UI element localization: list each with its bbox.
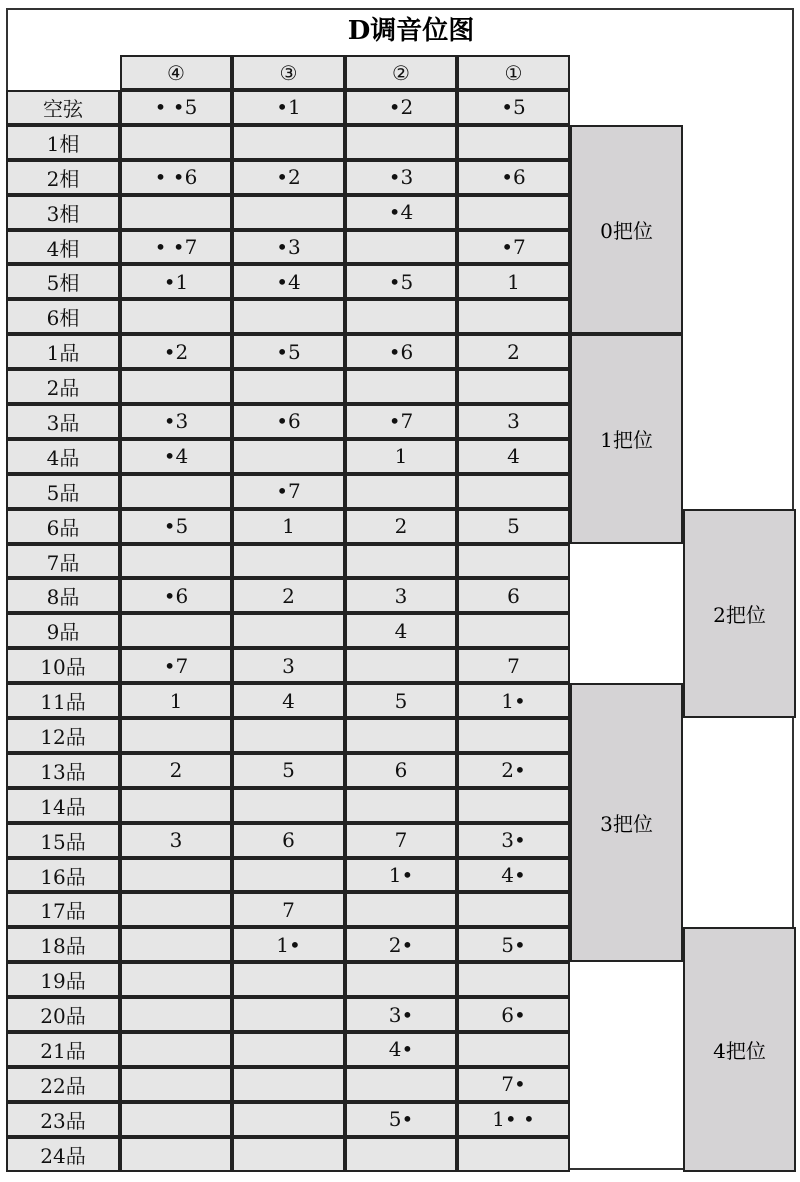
note-cell: •2 bbox=[345, 90, 457, 125]
note-cell: •4 bbox=[232, 264, 345, 299]
note-cell bbox=[345, 718, 457, 753]
row-label: 4相 bbox=[6, 230, 120, 265]
note-cell bbox=[120, 544, 232, 579]
row-label: 2相 bbox=[6, 160, 120, 195]
note-cell: •2 bbox=[232, 160, 345, 195]
note-cell: 1 bbox=[457, 264, 570, 299]
note-cell: 2 bbox=[232, 578, 345, 613]
note-cell bbox=[457, 474, 570, 509]
note-cell bbox=[120, 962, 232, 997]
chart-title: D调音位图 bbox=[347, 16, 475, 46]
row-label: 4品 bbox=[6, 439, 120, 474]
position-0: 0把位 bbox=[570, 125, 683, 334]
note-cell: •7 bbox=[120, 648, 232, 683]
row-label: 1品 bbox=[6, 334, 120, 369]
note-cell bbox=[457, 718, 570, 753]
note-cell: •5 bbox=[120, 509, 232, 544]
note-cell bbox=[232, 369, 345, 404]
note-cell bbox=[345, 125, 457, 160]
row-label: 5相 bbox=[6, 264, 120, 299]
note-cell bbox=[457, 613, 570, 648]
note-cell: 1 bbox=[120, 683, 232, 718]
note-cell: 6 bbox=[345, 753, 457, 788]
row-label: 15品 bbox=[6, 823, 120, 858]
row-label: 1相 bbox=[6, 125, 120, 160]
row-label: 16品 bbox=[6, 858, 120, 893]
note-cell bbox=[345, 230, 457, 265]
note-cell: •1 bbox=[232, 90, 345, 125]
note-cell bbox=[120, 369, 232, 404]
d-key-position-chart bbox=[6, 8, 796, 1172]
note-cell: •7 bbox=[457, 230, 570, 265]
position-4: 4把位 bbox=[683, 927, 796, 1171]
note-cell bbox=[232, 1137, 345, 1172]
note-cell: •4 bbox=[345, 195, 457, 230]
note-cell bbox=[457, 1032, 570, 1067]
note-cell bbox=[232, 788, 345, 823]
note-cell bbox=[120, 1067, 232, 1102]
note-cell: 6• bbox=[457, 997, 570, 1032]
row-label: 12品 bbox=[6, 718, 120, 753]
row-label: 21品 bbox=[6, 1032, 120, 1067]
note-cell bbox=[232, 195, 345, 230]
note-cell bbox=[232, 962, 345, 997]
row-label: 3相 bbox=[6, 195, 120, 230]
row-label: 18品 bbox=[6, 927, 120, 962]
note-cell bbox=[120, 858, 232, 893]
note-cell bbox=[345, 648, 457, 683]
row-label: 14品 bbox=[6, 788, 120, 823]
note-cell bbox=[120, 788, 232, 823]
note-cell bbox=[120, 195, 232, 230]
note-cell bbox=[232, 1067, 345, 1102]
note-cell bbox=[345, 1137, 457, 1172]
note-cell bbox=[120, 1102, 232, 1137]
note-cell: 1• • bbox=[457, 1102, 570, 1137]
note-cell: 5• bbox=[345, 1102, 457, 1137]
note-cell bbox=[232, 997, 345, 1032]
note-cell bbox=[345, 1067, 457, 1102]
note-cell: 6 bbox=[232, 823, 345, 858]
row-label: 22品 bbox=[6, 1067, 120, 1102]
note-cell: 5 bbox=[457, 509, 570, 544]
note-cell bbox=[457, 125, 570, 160]
note-cell: 3 bbox=[345, 578, 457, 613]
note-cell bbox=[345, 544, 457, 579]
note-cell bbox=[232, 125, 345, 160]
note-cell: •6 bbox=[232, 404, 345, 439]
note-cell bbox=[120, 1032, 232, 1067]
row-label: 空弦 bbox=[6, 90, 120, 125]
note-cell bbox=[457, 892, 570, 927]
string-header: ③ bbox=[232, 55, 345, 90]
note-cell: •4 bbox=[120, 439, 232, 474]
note-cell bbox=[232, 1102, 345, 1137]
note-cell bbox=[120, 892, 232, 927]
row-label: 13品 bbox=[6, 753, 120, 788]
position-2: 2把位 bbox=[683, 509, 796, 718]
note-cell: 4• bbox=[457, 858, 570, 893]
note-cell bbox=[457, 1137, 570, 1172]
note-cell: •5 bbox=[345, 264, 457, 299]
note-cell: 3• bbox=[345, 997, 457, 1032]
note-cell: •5 bbox=[457, 90, 570, 125]
row-label: 7品 bbox=[6, 544, 120, 579]
note-cell: 5• bbox=[457, 927, 570, 962]
row-label: 20品 bbox=[6, 997, 120, 1032]
note-cell bbox=[232, 299, 345, 334]
note-cell: 3• bbox=[457, 823, 570, 858]
row-label: 19品 bbox=[6, 962, 120, 997]
note-cell: 7• bbox=[457, 1067, 570, 1102]
note-cell: 2• bbox=[345, 927, 457, 962]
note-cell bbox=[232, 1032, 345, 1067]
note-cell: •5 bbox=[232, 334, 345, 369]
string-header: ① bbox=[457, 55, 570, 90]
note-cell bbox=[457, 369, 570, 404]
note-cell: 3 bbox=[232, 648, 345, 683]
note-cell: •2 bbox=[120, 334, 232, 369]
note-cell: •6 bbox=[120, 578, 232, 613]
row-label: 6相 bbox=[6, 299, 120, 334]
note-cell: 5 bbox=[345, 683, 457, 718]
note-cell bbox=[345, 299, 457, 334]
note-cell: 6 bbox=[457, 578, 570, 613]
note-cell: •7 bbox=[345, 404, 457, 439]
row-label: 3品 bbox=[6, 404, 120, 439]
note-cell bbox=[120, 474, 232, 509]
note-cell bbox=[232, 718, 345, 753]
row-label: 17品 bbox=[6, 892, 120, 927]
note-cell bbox=[120, 125, 232, 160]
note-cell: •3 bbox=[120, 404, 232, 439]
note-cell bbox=[457, 962, 570, 997]
row-label: 24品 bbox=[6, 1137, 120, 1172]
note-cell: 1• bbox=[232, 927, 345, 962]
note-cell bbox=[457, 195, 570, 230]
position-1: 1把位 bbox=[570, 334, 683, 543]
note-cell bbox=[232, 613, 345, 648]
note-cell: 2 bbox=[457, 334, 570, 369]
note-cell bbox=[345, 892, 457, 927]
note-cell: 2• bbox=[457, 753, 570, 788]
note-cell bbox=[120, 927, 232, 962]
note-cell: 1 bbox=[232, 509, 345, 544]
note-cell: •3 bbox=[345, 160, 457, 195]
note-cell: 4 bbox=[345, 613, 457, 648]
row-label: 6品 bbox=[6, 509, 120, 544]
string-header: ④ bbox=[120, 55, 232, 90]
note-cell bbox=[120, 299, 232, 334]
note-cell bbox=[345, 962, 457, 997]
note-cell: • •6 bbox=[120, 160, 232, 195]
note-cell: 3 bbox=[120, 823, 232, 858]
note-cell: 7 bbox=[457, 648, 570, 683]
note-cell bbox=[232, 439, 345, 474]
note-cell: 2 bbox=[120, 753, 232, 788]
row-label: 8品 bbox=[6, 578, 120, 613]
note-cell: •3 bbox=[232, 230, 345, 265]
note-cell: • •7 bbox=[120, 230, 232, 265]
row-label: 5品 bbox=[6, 474, 120, 509]
note-cell: 7 bbox=[232, 892, 345, 927]
note-cell: 1• bbox=[345, 858, 457, 893]
note-cell bbox=[457, 544, 570, 579]
note-cell: •6 bbox=[345, 334, 457, 369]
note-cell: •1 bbox=[120, 264, 232, 299]
note-cell bbox=[120, 1137, 232, 1172]
note-cell bbox=[345, 788, 457, 823]
note-cell bbox=[232, 858, 345, 893]
string-header: ② bbox=[345, 55, 457, 90]
row-label: 9品 bbox=[6, 613, 120, 648]
note-cell bbox=[120, 997, 232, 1032]
note-cell: •6 bbox=[457, 160, 570, 195]
position-3: 3把位 bbox=[570, 683, 683, 962]
note-cell: 7 bbox=[345, 823, 457, 858]
note-cell: 2 bbox=[345, 509, 457, 544]
row-label: 23品 bbox=[6, 1102, 120, 1137]
row-label: 11品 bbox=[6, 683, 120, 718]
note-cell: 1• bbox=[457, 683, 570, 718]
note-cell bbox=[457, 788, 570, 823]
note-cell: •7 bbox=[232, 474, 345, 509]
note-cell: 4• bbox=[345, 1032, 457, 1067]
note-cell bbox=[457, 299, 570, 334]
row-label: 2品 bbox=[6, 369, 120, 404]
note-cell: • •5 bbox=[120, 90, 232, 125]
note-cell: 1 bbox=[345, 439, 457, 474]
note-cell: 5 bbox=[232, 753, 345, 788]
note-cell bbox=[120, 718, 232, 753]
note-cell bbox=[232, 544, 345, 579]
note-cell bbox=[345, 474, 457, 509]
note-cell: 4 bbox=[457, 439, 570, 474]
note-cell: 4 bbox=[232, 683, 345, 718]
note-cell: 3 bbox=[457, 404, 570, 439]
note-cell bbox=[120, 613, 232, 648]
row-label: 10品 bbox=[6, 648, 120, 683]
note-cell bbox=[345, 369, 457, 404]
